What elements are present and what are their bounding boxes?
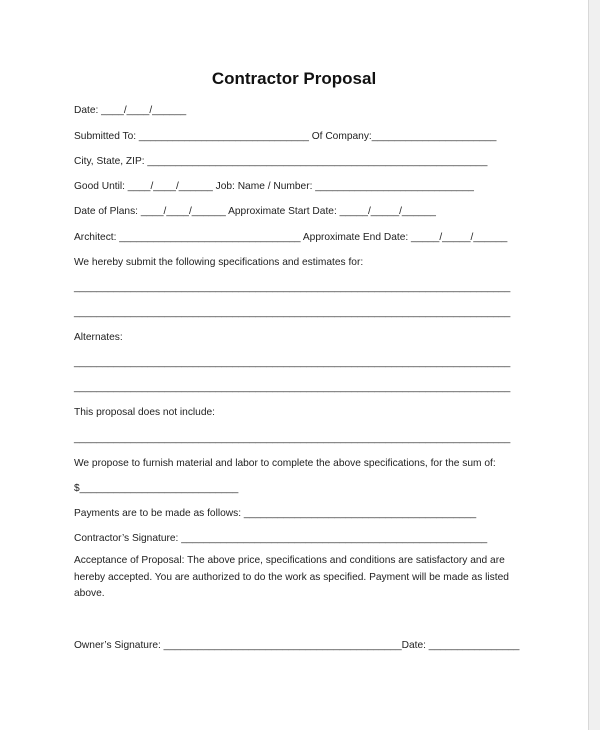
payments-field: Payments are to be made as follows: _________________________________________ [74,508,477,519]
specs-intro-text: We hereby submit the following specifications and estimates for: [74,257,364,268]
city-state-zip-field: City, State, ZIP: ____________________________________________________________ [74,156,488,167]
good-until-field: Good Until: ____/____/______ Job: Name / Number: ____________________________ [74,181,474,192]
submitted-to-field: Submitted To: ______________________________ Of Company:______________________ [74,131,497,142]
sum-line: $____________________________ [74,483,239,494]
alternates-label: Alternates: [74,332,123,343]
specs-line: _____________________________________________________________________________ [74,282,511,293]
not-include-line: _____________________________________________________________________________ [74,433,511,444]
page-title: Contractor Proposal [211,69,377,88]
alternates-line: _____________________________________________________________________________ [74,357,511,368]
date-field: Date: ____/____/______ [74,105,187,116]
owner-signature-field: Owner’s Signature: __________________________________________Date: ________________ [74,640,520,651]
not-include-label: This proposal does not include: [74,407,216,418]
specs-line: _____________________________________________________________________________ [74,307,511,318]
alternates-line: _____________________________________________________________________________ [74,382,511,393]
architect-field: Architect: ________________________________ Approximate End Date: _____/_____/______ [74,232,508,243]
contractor-signature-field: Contractor’s Signature: ______________________________________________________ [74,533,488,544]
acceptance-text: Acceptance of Proposal: The above price, specifications and conditions are satisfactory and are hereby accepted. You are authorized to do the work as specified. Payment will be made as listed above. [74,555,509,599]
date-of-plans-field: Date of Plans: ____/____/______ Approximate Start Date: _____/_____/______ [74,206,436,217]
scrollbar-track[interactable] [589,0,600,730]
furnish-text: We propose to furnish material and labor to complete the above specifications, for the sum of: [74,458,496,469]
